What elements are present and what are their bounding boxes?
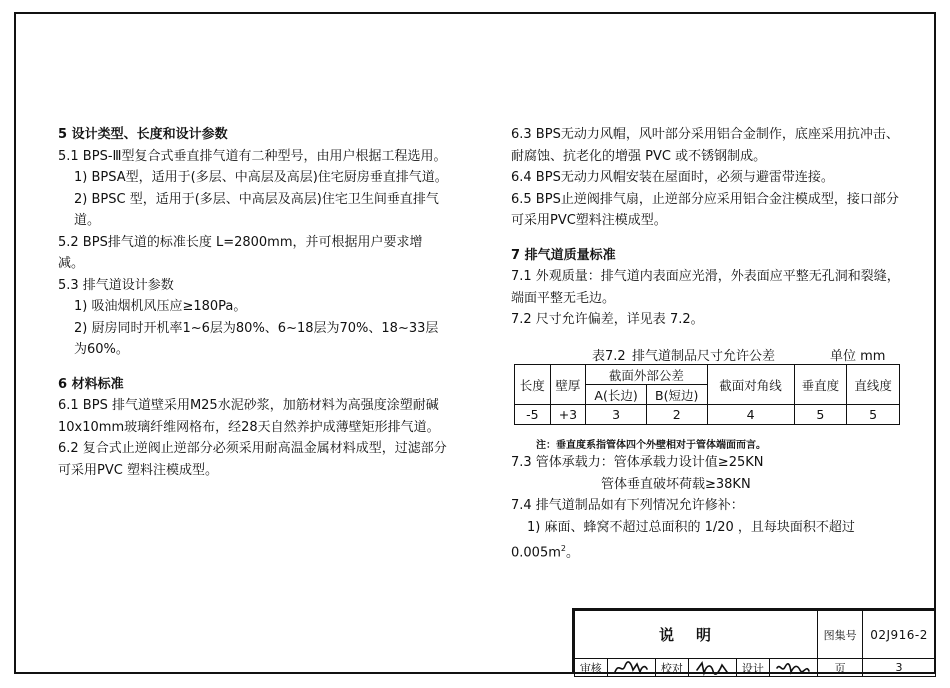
clause-6-4: 6.4 BPS无动力风帽安装在屋面时，必须与避雷带连接。 xyxy=(511,170,834,185)
table-note: 注：垂直度系指管体四个外壁相对于管体端面而言。 xyxy=(536,440,766,451)
clause-6-1: 6.1 BPS 排气道壁采用M25水泥砂浆，加筋材料为高强度涂塑耐碱 10x10mm玻璃纤维网格布，经28天自然养护成薄壁矩形排气道。 xyxy=(58,398,440,435)
table-row xyxy=(515,405,900,425)
section-7-title: 7 排气道质量标准 xyxy=(511,247,616,263)
clause-7-3-b: 管体垂直破坏荷载≥38KN xyxy=(601,476,751,492)
clause-5-1-2: 2) BPSC 型，适用于(多层、中高层及高层)住宅卫生间垂直排气道。 xyxy=(74,191,439,228)
design-label: 设计 xyxy=(737,659,770,677)
clause-5-1-1: 1) BPSA型，适用于(多层、中高层及高层)住宅厨房垂直排气道。 xyxy=(74,170,448,185)
cell-verticality: 5 xyxy=(794,405,847,425)
atlas-label: 图集号 xyxy=(818,611,863,659)
clause-6-5: 6.5 BPS止逆阀排气扇，止逆部分应采用铝合金注模成型，接口部分可采用PVC塑料注模成型。 xyxy=(511,191,899,228)
clause-7-1: 7.1 外观质量：排气道内表面应光滑，外表面应平整无孔洞和裂缝，端面平整无毛边。 xyxy=(511,269,900,306)
tolerance-table xyxy=(514,364,900,425)
check-label: 校对 xyxy=(656,659,689,677)
review-signature xyxy=(607,659,655,677)
drawing-title: 说明 xyxy=(575,611,818,659)
title-block xyxy=(572,608,936,674)
clause-5-3-2: 2) 厨房同时开机率1~6层为80%、6~18层为70%、18~33层为60%。 xyxy=(74,320,439,357)
header-a-long: A(长边) xyxy=(586,385,647,405)
clause-5-2: 5.2 BPS排气道的标准长度 L=2800mm，并可根据用户要求增减。 xyxy=(58,234,423,271)
clause-7-4: 7.4 排气道制品如有下列情况允许修补： xyxy=(511,498,744,513)
header-b-short: B(短边) xyxy=(646,385,707,405)
check-signature xyxy=(688,659,736,677)
cell-diagonal: 4 xyxy=(707,405,794,425)
clause-6-2: 6.2 复合式止逆阀止逆部分必须采用耐高温金属材料成型，过滤部分可采用PVC 塑料注模成型。 xyxy=(58,441,447,478)
header-straightness: 直线度 xyxy=(847,365,900,405)
clause-5-3: 5.3 排气道设计参数 xyxy=(58,277,174,293)
right-column-lower xyxy=(511,452,901,564)
cell-b: 2 xyxy=(646,405,707,425)
header-wall: 壁厚 xyxy=(550,365,586,405)
header-diagonal: 截面对角线 xyxy=(707,365,794,405)
right-column xyxy=(511,124,901,331)
cell-wall: +3 xyxy=(550,405,586,425)
cell-straightness: 5 xyxy=(847,405,900,425)
clause-6-3: 6.3 BPS无动力风帽，风叶部分采用铝合金制作，底座采用抗冲击、耐腐蚀、抗老化的增强 PVC 或不锈钢制成。 xyxy=(511,127,899,164)
cell-length: -5 xyxy=(515,405,551,425)
clause-5-1: 5.1 BPS-Ⅲ型复合式垂直排气道有二种型号，由用户根据工程选用。 xyxy=(58,148,447,164)
review-label: 审核 xyxy=(575,659,608,677)
clause-7-3: 7.3 管体承载力：管体承载力设计值≥25KN xyxy=(511,455,764,470)
section-5-title: 5 设计类型、长度和设计参数 xyxy=(58,127,228,142)
table-number: 表7.2 xyxy=(592,349,626,364)
clause-7-4-1-cont: $0.005m^2$。 xyxy=(511,544,579,561)
cell-a: 3 xyxy=(586,405,647,425)
page-number: 3 xyxy=(863,659,936,677)
section-6-title: 6 材料标准 xyxy=(58,376,124,392)
table-title: 排气道制品尺寸允许公差 xyxy=(632,349,776,364)
atlas-code: 02J916-2 xyxy=(863,611,936,659)
table-unit: 单位 mm xyxy=(830,349,886,364)
clause-5-3-1: 1) 吸油烟机风压应≥180Pa。 xyxy=(74,299,247,314)
header-length: 长度 xyxy=(515,365,551,405)
clause-7-4-1: 1) 麻面、蜂窝不超过总面积的 1/20 ，且每块面积不超过 xyxy=(527,519,855,535)
page-label: 页 xyxy=(818,659,863,677)
header-verticality: 垂直度 xyxy=(794,365,847,405)
clause-7-2: 7.2 尺寸允许偏差，详见表 7.2。 xyxy=(511,312,704,327)
design-signature xyxy=(769,659,817,677)
header-section: 截面外部公差 xyxy=(586,365,707,385)
left-column xyxy=(58,124,448,481)
